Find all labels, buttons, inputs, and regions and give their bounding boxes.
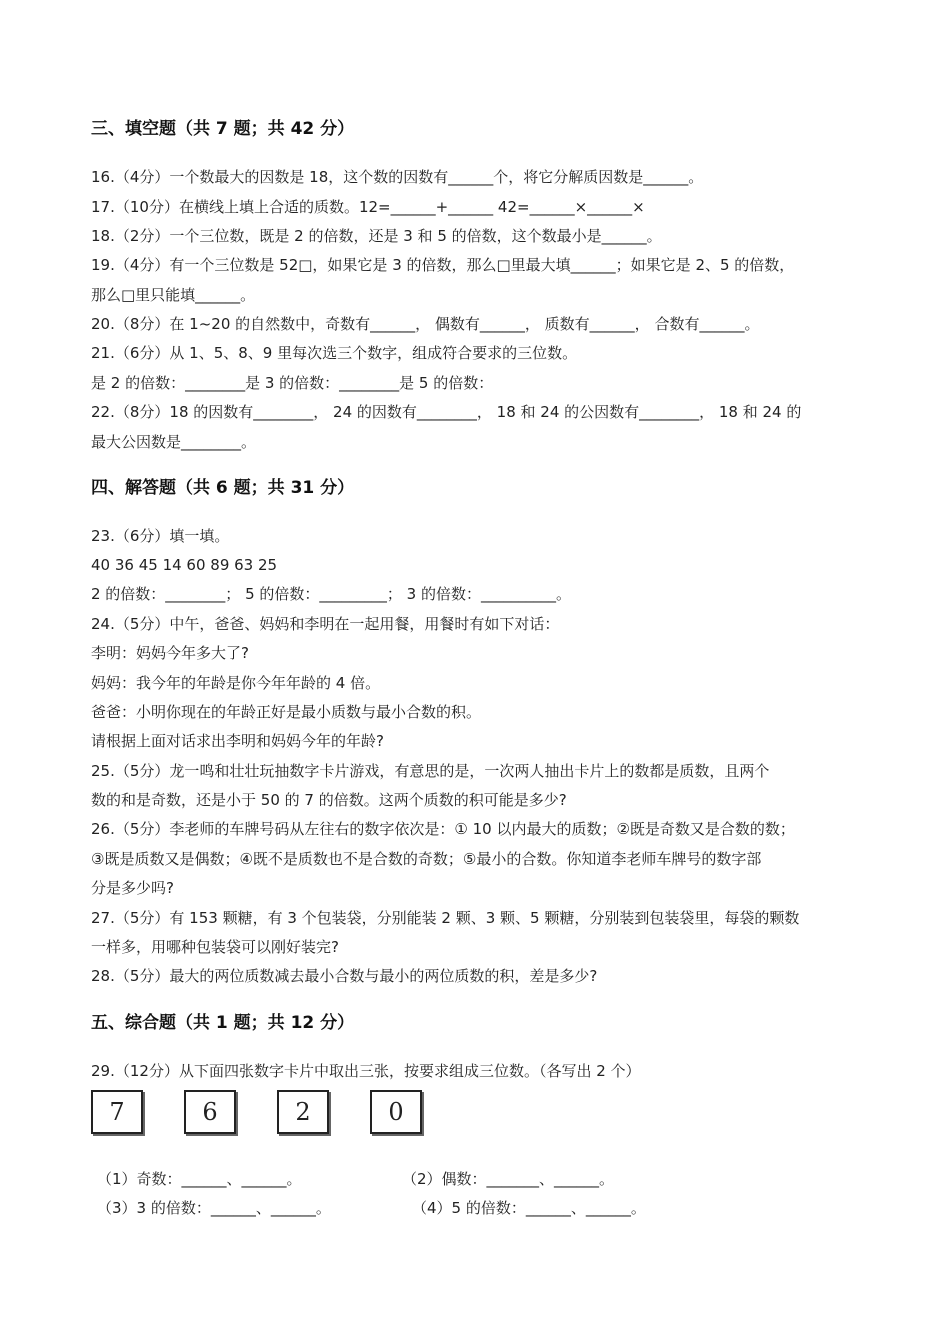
question-21-line-2: 是 2 的倍数：________是 3 的倍数：________是 5 的倍数：: [91, 374, 494, 392]
sub-item-multiple-of-5: （4）5 的倍数：______、______。: [412, 1199, 646, 1217]
question-22-line-2: 最大公因数是________。: [91, 433, 257, 451]
number-card: 6: [184, 1090, 236, 1134]
number-card: 2: [277, 1090, 329, 1134]
number-cards: [91, 1090, 431, 1140]
question-26-line-3: 分是多少吗?: [91, 879, 174, 897]
sub-item-odd: （1）奇数：______、______。: [97, 1170, 302, 1188]
question-17: 17.（10分）在横线上填上合适的质数。12=______+______ 42=______×______×: [91, 198, 645, 216]
section-heading-answer: 四、解答题（共 6 题；共 31 分）: [91, 478, 355, 498]
question-24-line-5: 请根据上面对话求出李明和妈妈今年的年龄?: [91, 732, 384, 750]
question-20: 20.（8分）在 1~20 的自然数中，奇数有______， 偶数有______， 质数有______， 合数有______。: [91, 315, 760, 333]
question-24-line-1: 24.（5分）中午，爸爸、妈妈和李明在一起用餐，用餐时有如下对话：: [91, 615, 560, 633]
question-27-line-1: 27.（5分）有 153 颗糖，有 3 个包装袋，分别能装 2 颗、3 颗、5 颗糖，分别装到包装袋里，每袋的颗数: [91, 909, 800, 927]
question-16: 16.（4分）一个数最大的因数是 18，这个数的因数有______个，将它分解质因数是______。: [91, 168, 704, 186]
sub-item-multiple-of-3: （3）3 的倍数：______、______。: [97, 1199, 331, 1217]
question-29: 29.（12分）从下面四张数字卡片中取出三张，按要求组成三位数。（各写出 2 个）: [91, 1062, 641, 1080]
question-23-line-1: 23.（6分）填一填。: [91, 527, 230, 545]
question-24-line-3: 妈妈：我今年的年龄是你今年年龄的 4 倍。: [91, 674, 381, 692]
question-23-line-3: 2 的倍数：________； 5 的倍数：_________； 3 的倍数：__________。: [91, 585, 571, 603]
question-22-line-1: 22.（8分）18 的因数有________， 24 的因数有________， 18 和 24 的公因数有________， 18 和 24 的: [91, 403, 802, 421]
question-27-line-2: 一样多，用哪种包装袋可以刚好装完?: [91, 938, 339, 956]
question-25-line-1: 25.（5分）龙一鸣和壮壮玩抽数字卡片游戏，有意思的是，一次两人抽出卡片上的数都是质数，且两个: [91, 762, 770, 780]
question-28: 28.（5分）最大的两位质数减去最小合数与最小的两位质数的积，差是多少?: [91, 967, 598, 985]
question-19-line-2: 那么□里只能填______。: [91, 286, 256, 304]
question-23-numbers: 40 36 45 14 60 89 63 25: [91, 556, 278, 574]
sub-item-even: （2）偶数：_______、______。: [402, 1170, 615, 1188]
number-card: 0: [370, 1090, 422, 1134]
question-26-line-1: 26.（5分）李老师的车牌号码从左往右的数字依次是：① 10 以内最大的质数；②既是奇数又是合数的数；: [91, 820, 795, 838]
question-21-line-1: 21.（6分）从 1、5、8、9 里每次选三个数字，组成符合要求的三位数。: [91, 344, 578, 362]
question-24-line-4: 爸爸：小明你现在的年龄正好是最小质数与最小合数的积。: [91, 703, 482, 721]
section-heading-fill-in: 三、填空题（共 7 题；共 42 分）: [91, 119, 355, 139]
question-26-line-2: ③既是质数又是偶数；④既不是质数也不是合数的奇数；⑤最小的合数。你知道李老师车牌号的数字部: [91, 850, 762, 868]
number-card: 7: [91, 1090, 143, 1134]
section-heading-comprehensive: 五、综合题（共 1 题；共 12 分）: [91, 1013, 355, 1033]
question-18: 18.（2分）一个三位数，既是 2 的倍数，还是 3 和 5 的倍数，这个数最小是______。: [91, 227, 662, 245]
question-19-line-1: 19.（4分）有一个三位数是 52□，如果它是 3 的倍数，那么□里最大填______；如果它是 2、5 的倍数，: [91, 256, 795, 274]
question-24-line-2: 李明：妈妈今年多大了?: [91, 644, 249, 662]
question-25-line-2: 数的和是奇数，还是小于 50 的 7 的倍数。这两个质数的积可能是多少?: [91, 791, 567, 809]
